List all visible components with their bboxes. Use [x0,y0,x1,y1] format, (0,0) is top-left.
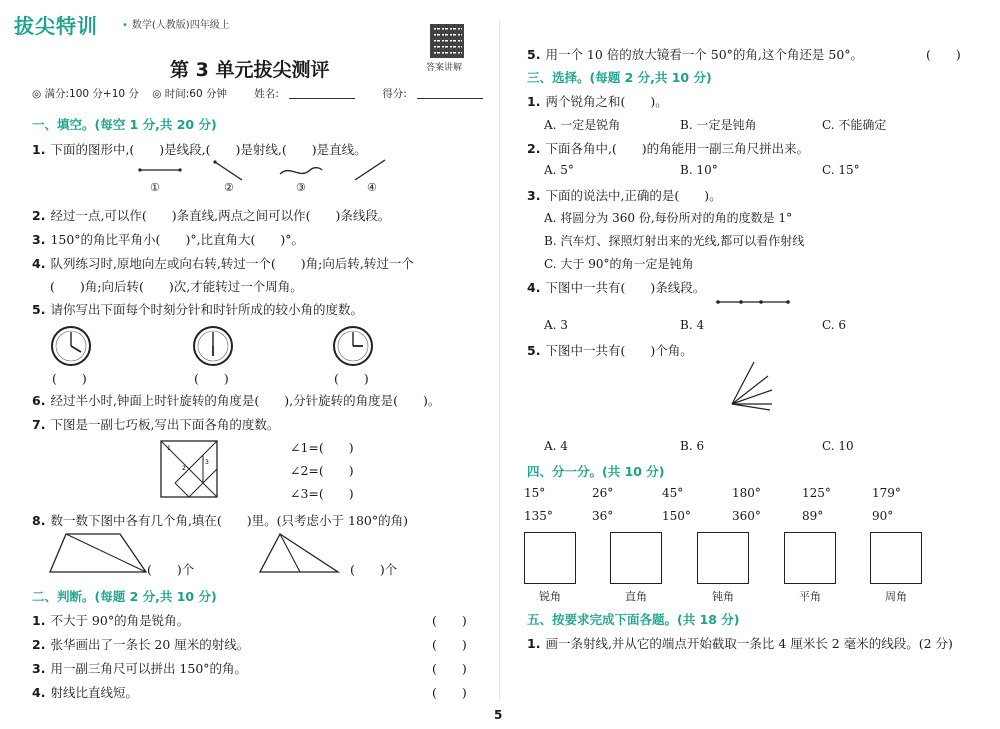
angle-value: 179° [872,486,901,500]
angle-marker: 3 [205,459,209,466]
choice-option[interactable]: C. 大于 90°的角一定是钝角 [544,257,694,271]
angle-value: 135° [524,509,553,523]
figure-label: ① [150,181,160,194]
choice-option[interactable]: C. 6 [822,318,847,332]
question-number: 6. [32,393,46,408]
question-number: 8. [32,513,46,528]
question-text: 下图是一副七巧板,写出下面各角的度数。 [50,417,280,432]
figure-endpoint [213,160,216,163]
line-figures [130,158,400,198]
question-text: 下图中一共有( )条线段。 [545,280,706,295]
angle-value: 125° [802,486,831,500]
judge-item [527,45,863,63]
book-subtitle-text: 数学(人教版)四年级上 [131,20,230,31]
angle-value: 180° [732,486,761,500]
question-text: 150°的角比平角小( )°,比直角大( )°。 [50,232,305,247]
angle-answer[interactable]: ∠1=( ) [290,440,354,455]
figure-ray [732,376,768,404]
choice-question-2 [527,139,809,157]
figure-ray [215,162,242,180]
figure-label: ③ [296,181,306,194]
question-text: 两个锐角之和( )。 [545,94,668,109]
question-number: 3. [32,232,46,247]
question-text: 用一个 10 倍的放大镜看一个 50°的角,这个角还是 50°。 [545,47,864,62]
figure-curve [280,168,322,174]
angle-value: 45° [662,486,684,500]
tangram-figure [160,440,218,498]
section-choice-heading: 三、选择。(每题 2 分,共 10 分) [527,70,712,85]
task-question-1 [527,634,953,652]
figure-point [739,300,743,304]
angle-marker: 2 [182,465,186,472]
question-text: 请你写出下面每个时刻分针和时针所成的较小角的度数。 [50,302,363,317]
angle-value: 89° [802,509,824,523]
judge-item [32,611,189,629]
choice-option[interactable]: C. 不能确定 [822,118,887,132]
qr-label: 答案讲解 [426,63,463,73]
choice-question-3 [527,186,722,204]
question-number: 1. [32,613,46,628]
judge-blank[interactable]: ( ) [432,613,467,628]
question-number: 1. [527,94,541,109]
question-number: 1. [527,636,541,651]
figure-label: ④ [367,181,377,194]
section-fill-blank-heading: 一、填空。(每空 1 分,共 20 分) [32,117,217,132]
figure-point [716,300,720,304]
figure-endpoint [138,168,141,171]
question-1-6 [32,391,440,409]
question-text: 画一条射线,并从它的端点开始截取一条比 4 厘米长 2 毫米的线段。(2 分) [545,636,953,651]
angle-value: 150° [662,509,691,523]
angle-value: 360° [732,509,761,523]
question-number: 4. [32,685,46,700]
answer-blank[interactable]: ( ) [334,371,369,386]
choice-option[interactable]: A. 4 [544,439,568,453]
page-title: 第 3 单元拔尖测评 [170,59,330,81]
exam-meta [32,86,493,101]
question-number: 4. [32,256,46,271]
choice-option[interactable]: C. 15° [822,163,860,177]
figure-label: ② [224,181,234,194]
question-number: 2. [527,141,541,156]
figure-point [759,300,763,304]
classify-box-obtuse[interactable] [697,532,749,584]
section-classify-heading: 四、分一分。(共 10 分) [527,464,665,479]
judge-blank[interactable]: ( ) [432,661,467,676]
trapezoid-outline [50,534,146,572]
question-number: 5. [527,47,541,62]
figure-point [786,300,790,304]
trapezoid-diagonal [66,534,146,572]
question-1-5 [32,300,363,318]
choice-question-1 [527,92,668,110]
triangle-outline [260,534,338,572]
choice-option[interactable]: A. 5° [544,163,574,177]
angle-marker: 1 [167,445,171,452]
figure-line [355,160,385,180]
classify-label: 锐角 [539,590,561,603]
judge-item [32,659,247,677]
question-number: 5. [32,302,46,317]
choice-option[interactable]: B. 10° [680,163,718,177]
angle-value: 36° [592,509,614,523]
question-number: 7. [32,417,46,432]
page-divider [499,20,500,700]
time-info: ◎ 时间:60 分钟 [152,88,228,100]
triangle-figure [258,532,340,574]
angle-answer[interactable]: ∠3=( ) [290,486,354,501]
section-tasks-heading: 五、按要求完成下面各题。(共 18 分) [527,612,740,627]
section-judge-heading: 二、判断。(每题 2 分,共 10 分) [32,589,217,604]
question-1-1 [32,140,367,158]
classify-box-straight[interactable] [784,532,836,584]
question-text: 下面各角中,( )的角能用一副三角尺拼出来。 [545,141,810,156]
question-1-4-cont: ( )角;向后转( )次,才能转过一个周角。 [50,279,303,294]
triangle-median [280,534,300,572]
choice-option[interactable]: C. 10 [822,439,854,453]
judge-item [32,635,249,653]
choice-question-4 [527,278,705,296]
angle-value: 26° [592,486,614,500]
question-number: 1. [32,142,46,157]
choice-option[interactable]: B. 汽车灯、探照灯射出来的光线,都可以看作射线 [544,234,805,248]
points-field[interactable] [417,89,483,99]
question-text: 射线比直线短。 [50,685,138,700]
choice-option[interactable]: A. 将圆分为 360 份,每份所对的角的度数是 1° [544,211,793,225]
classify-label: 钝角 [712,590,734,603]
brand-logo: 拔尖特训 [14,14,98,38]
question-1-7 [32,415,279,433]
clock-icon [192,325,234,367]
points-label: 得分: [382,88,407,100]
answer-blank[interactable]: ( ) [52,371,87,386]
question-number: 2. [32,637,46,652]
question-1-4 [32,254,414,272]
choice-option[interactable]: B. 4 [680,318,705,332]
classify-box-acute[interactable] [524,532,576,584]
choice-option[interactable]: B. 一定是钝角 [680,118,757,132]
classify-box-right[interactable] [610,532,662,584]
answer-blank[interactable]: ( )个 [147,562,195,577]
classify-label: 周角 [885,590,907,603]
question-text: 经过一点,可以作( )条直线,两点之间可以作( )条线段。 [50,208,391,223]
question-1-8 [32,511,408,529]
question-number: 4. [527,280,541,295]
judge-blank[interactable]: ( ) [432,685,467,700]
clock-icon [332,325,374,367]
classify-label: 平角 [799,590,821,603]
segment-line-figure [715,297,791,307]
name-field[interactable] [289,89,355,99]
choice-option[interactable]: A. 3 [544,318,568,332]
judge-blank[interactable]: ( ) [926,47,961,62]
question-1-3 [32,230,304,248]
judge-blank[interactable]: ( ) [432,637,467,652]
angle-answer[interactable]: ∠2=( ) [290,463,354,478]
qr-code[interactable] [430,24,464,58]
question-text: 张华画出了一条长 20 厘米的射线。 [50,637,250,652]
answer-blank[interactable]: ( )个 [350,562,398,577]
question-text: 队列练习时,原地向左或向右转,转过一个( )角;向后转,转过一个 [50,256,414,271]
classify-box-full[interactable] [870,532,922,584]
classify-label: 直角 [625,590,647,603]
question-number: 3. [527,188,541,203]
figure-endpoint [178,168,181,171]
name-label: 姓名: [254,88,279,100]
question-text: 数一数下图中各有几个角,填在( )里。(只考虑小于 180°的角) [50,513,409,528]
rays-figure [728,360,778,412]
figure-ray [732,404,770,410]
answer-blank[interactable]: ( ) [194,371,229,386]
trapezoid-figure [48,532,148,574]
question-1-2 [32,206,390,224]
score-info: ◎ 满分:100 分+10 分 [32,88,139,100]
clock-icon [50,325,92,367]
question-number: 3. [32,661,46,676]
question-text: 经过半小时,钟面上时针旋转的角度是( ),分针旋转的角度是( )。 [50,393,441,408]
choice-question-5 [527,341,693,359]
question-number: 2. [32,208,46,223]
book-subtitle: • 数学(人教版)四年级上 [122,20,230,31]
question-text: 下图中一共有( )个角。 [545,343,693,358]
question-text: 下面的说法中,正确的是( )。 [545,188,722,203]
choice-option[interactable]: A. 一定是锐角 [544,118,621,132]
question-text: 不大于 90°的角是锐角。 [50,613,190,628]
judge-item [32,683,138,701]
angle-value: 90° [872,509,894,523]
tangram-edge [175,483,189,497]
angle-value: 15° [524,486,546,500]
choice-option[interactable]: B. 6 [680,439,705,453]
question-text: 下面的图形中,( )是线段,( )是射线,( )是直线。 [50,142,367,157]
question-number: 5. [527,343,541,358]
page-number: 5 [494,708,503,722]
question-text: 用一副三角尺可以拼出 150°的角。 [50,661,248,676]
